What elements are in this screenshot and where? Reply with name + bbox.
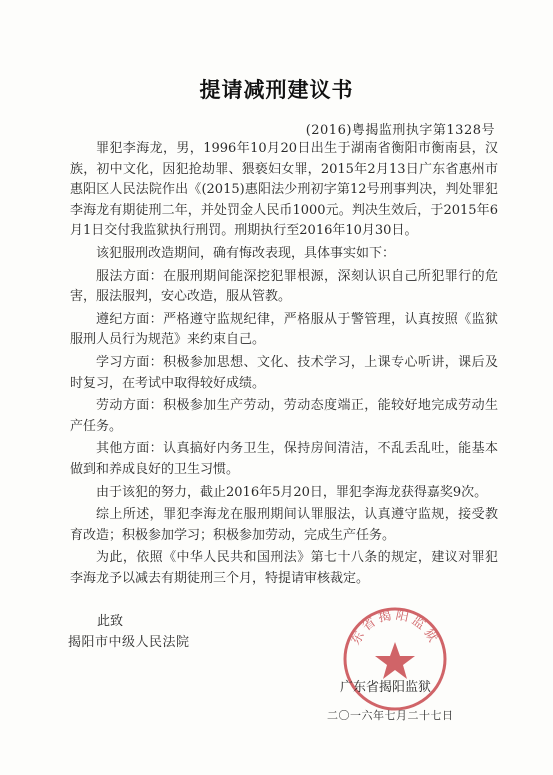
paragraph-commendation: 由于该犯的努力，截止2016年5月20日，罪犯李海龙获得嘉奖9次。: [96, 484, 488, 500]
paragraph-labor: 劳动方面：积极参加生产劳动，劳动态度端正，能较好地完成劳动生产任务。: [70, 398, 498, 434]
document-number: (2016)粤揭监刑执字第1328号: [305, 123, 495, 138]
official-seal-icon: [340, 604, 450, 714]
paragraph-discipline: 遵纪方面：严格遵守监规纪律，严格服从于警管理，认真按照《监狱服刑人员行为规范》来约束自己。: [70, 311, 498, 348]
paragraph-summary: 综上所述，罪犯李海龙在服刑期间认罪服法，认真遵守监规，接受教育改造；积极参加学习；积极参加劳动，完成生产任务。: [70, 507, 498, 543]
paragraph-obey-law: 服法方面：在服刑期间能深挖犯罪根源，深刻认识自己所犯罪行的危害，服法服判，安心改造，服从管教。: [70, 268, 498, 305]
paragraph-other: 其他方面：认真搞好内务卫生，保持房间清洁，不乱丢乱吐，能基本做到和养成良好的卫生习惯。: [70, 441, 498, 477]
signature-date: 二〇一六年七月二十七日: [327, 709, 454, 722]
signature-organization: 广东省揭阳监狱: [340, 680, 432, 695]
paragraph-proposal: 为此，依照《中华人民共和国刑法》第七十八条的规定，建议对罪犯李海龙予以减去有期徒刑三个月，特提请审核裁定。: [70, 550, 498, 586]
svg-text:东省揭阳监狱: 东省揭阳监狱: [348, 607, 442, 648]
recipient: 揭阳市中级人民法院: [68, 635, 190, 650]
document-title: 提请减刑建议书: [199, 77, 354, 102]
paragraph-study: 学习方面：积极参加思想、文化、技术学习，上课专心听讲，课后及时复习，在考试中取得较好成绩。: [70, 354, 498, 391]
document-body: [70, 139, 498, 589]
paragraph-basic-info: 罪犯李海龙，男，1996年10月20日出生于湖南省衡阳市衡南县，汉族，初中文化，因犯抢劫罪、猥亵妇女罪，2015年2月13日广东省惠州市惠阳区人民法院作出《(2015)惠阳法少刑初字第12号刑事判决，判处罪犯李海龙有期徒刑二年，并处罚金人民币1000元。判决生效后，于2015年6月1日交付我监狱执行刑罚。刑期执行至2016年10月30日。: [70, 141, 498, 239]
paragraph-intro: 该犯服刑改造期间，确有悔改表现，具体事实如下：: [96, 245, 396, 261]
salutation: 此致: [97, 614, 124, 629]
